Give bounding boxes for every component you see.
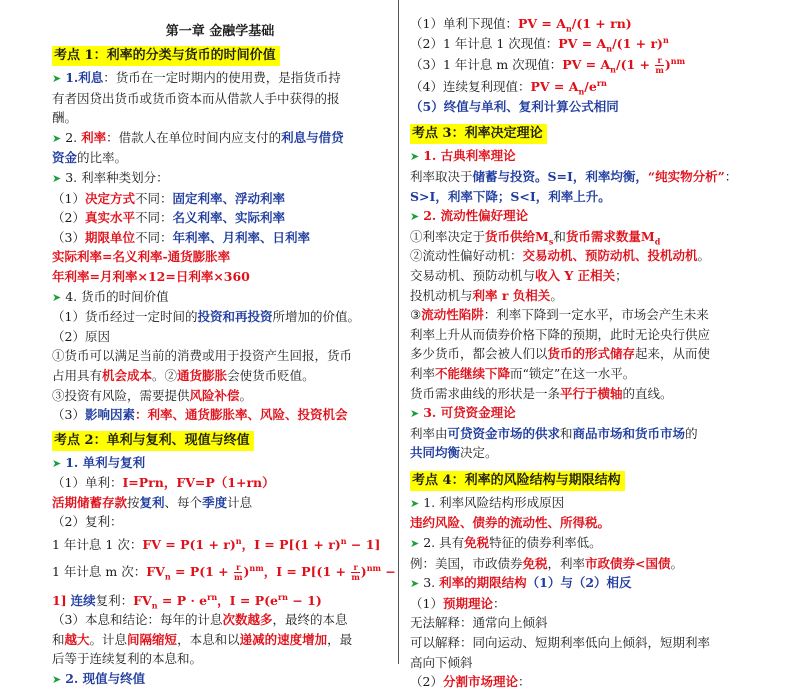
type-3: （3）期限单位不同：年利率、月利率、日利率 [52,229,310,245]
risk-structure-title: ➤ 1. 利率风险结构形成原因 [410,494,565,510]
expectation-1: 无法解释：通常向上倾斜 [410,615,548,631]
time-value-2: （2）原因 [52,328,110,344]
reason-1: ①货币可以满足当前的消费或用于投资产生回报，货币 [52,348,353,364]
time-value-1: （1）货币经过一定时间的投资和再投资所增加的价值。 [52,309,360,325]
pv-once: （2）1 年计息 1 次现值：PV = $A_n/(1 + r)^n$ [410,34,669,54]
tax-exempt: ➤ 2. 具有免税特征的债券利率低。 [410,535,602,551]
column-divider [398,0,399,664]
loanable-1: 利率由可贷资金市场的供求和商品市场和货币市场的 [410,425,698,441]
formula-real-rate: 实际利率=名义利率-通货膨胀率 [52,249,231,265]
segmented-market: （2）分割市场理论： [410,674,531,690]
key-point-3 [410,122,760,146]
formula-pv-continuous: PV = $A_n/e^{rn}$ [530,78,607,97]
pv-simple: （1）单利下现值：PV = $A_n/(1 + rn)$ [410,16,632,34]
influencing-factors: （3）影响因素：利率、通货膨胀率、风险、投资机会 [52,407,348,423]
continuous-compound: 1] 连续复利：$FV_n = P \cdot e^{rn}$，$I = P(e^{rn} - 1)$ [52,591,322,611]
formula-continuous: $FV_n = P \cdot e^{rn}$，$I = P(e^{rn} - 1)$ [133,591,322,611]
risk-structure-1: 违约风险、债券的流动性、所得税。 [410,515,611,531]
liquidity-7: 多少货币，都会被人们以货币的形式储存起来，从而使 [410,346,711,362]
type-1: （1）决定方式不同：固定利率、浮动利率 [52,190,285,206]
reason-2: 占用具有机会成本。②通货膨胀会使货币贬值。 [52,367,315,383]
interest-line-2: 有者因贷出货币或货币资本而从借款人手中获得的报 [52,90,340,106]
pv-note: （5）终值与单利、复利计算公式相同 [410,98,619,114]
loanable-title: ➤ 3. 可贷资金理论 [410,405,516,421]
liquidity-6: 利率上升从而债券价格下降的预期，此时无论央行供应 [410,326,711,342]
liquidity-3: 交易动机、预防动机与收入 Y 正相关； [410,267,628,283]
formula-annual-rate: 年利率=月利率×12=日利率×360 [52,268,250,284]
interest-line-3: 酬。 [52,110,78,126]
compound-m: 1 年计息 m 次：$FV_n = P(1$ + $\frac{r}{m}$ )$^{nm}$，I = P[(1 + $\frac{r}{m}$ )$^{nm}$ − [52,561,396,582]
pv-continuous: （4）连续复利现值：PV = $A_n/e^{rn}$ [410,78,607,97]
summary-2: 和越大。计息间隔缩短，本息和以递减的速度增加，最 [52,631,353,647]
key-point-3-heading: 考点 3：利率决定理论 [410,124,547,144]
arrow-icon: ➤ [52,72,62,85]
right-column [410,0,760,690]
tax-example: 例：美国，市政债券免税，利率市政债券<国债。 [410,555,684,571]
liquidity-4: 投机动机与利率 r 负相关。 [410,287,563,303]
reason-3: ③投资有风险，需要提供风险补偿。 [52,387,253,403]
formula-compound-once: FV = $P(1 + r)^n$，$I = P[(1 + r)^n - 1]$ [142,535,381,553]
arrow-icon: ➤ [52,673,62,687]
liquidity-8: 利率不能继续下降而“锁定”在这一水平。 [410,365,636,381]
simple-interest: （1）单利：I=Prn，FV=P（1+rn） [52,475,275,491]
interest-line: ➤ 1.利息：货币在一定时期内的使用费，是指货币持 [52,70,341,85]
compound-once: 1 年计息 1 次：FV = $P(1 + r)^n$，$I = P[(1 + r)^n - 1]$ [52,535,381,553]
rate-line-2: 资金的比率。 [52,150,128,166]
arrow-icon: ➤ [410,150,420,164]
term-structure-title: ➤ 3. 利率的期限结构（1）与（2）相反 [410,575,632,591]
expectation-theory: （1）预期理论： [410,595,506,611]
key-point-2 [52,429,388,453]
types-intro: ➤ 3. 利率种类划分： [52,169,169,185]
classical-1: 利率取决于储蓄与投资。S=I，利率均衡，“纯实物分析”： [410,168,738,184]
summary-1: （3）本息和结论：每年的计息次数越多，最终的本息 [52,612,348,628]
formula-compound-m: $FV_n = P(1$ + $\frac{r}{m}$ )$^{nm}$，I = P[(1 + $\frac{r}{m}$ )$^{nm}$ − [146,561,396,582]
interest-term: 利息 [78,70,104,85]
arrow-icon: ➤ [52,290,62,304]
key-point-4-heading: 考点 4：利率的风险结构与期限结构 [410,471,625,491]
arrow-icon: ➤ [52,456,62,470]
arrow-icon: ➤ [410,577,420,591]
liquidity-title: ➤ 2. 流动性偏好理论 [410,208,529,224]
key-point-2-heading: 考点 2：单利与复利、现值与终值 [52,431,254,451]
liquidity-1: ①利率决定于货币供给$M_s$和货币需求数量$M_d$ [410,228,661,247]
rate-line: ➤ 2. 利率：借款人在单位时间内应支付的利息与借贷 [52,129,344,145]
arrow-icon: ➤ [410,537,420,551]
arrow-icon: ➤ [410,407,420,421]
loanable-2: 共同均衡决定。 [410,445,498,461]
arrow-icon: ➤ [52,171,62,185]
formula-pv-simple: PV = $A_n/(1 + rn)$ [517,16,632,34]
compound-interest: （2）复利： [52,514,123,530]
arrow-icon: ➤ [410,210,420,224]
arrow-icon: ➤ [52,131,62,145]
type-2: （2）真实水平不同：名义利率、实际利率 [52,210,285,226]
pv-m: （3）1 年计息 m 次现值：PV = $A_n/(1$ + $\frac{r}{m}$ )$^{nm}$ [410,55,686,76]
expectation-3: 高向下倾斜 [410,654,473,670]
liquidity-2: ②流动性偏好动机：交易动机、预防动机、投机动机。 [410,248,711,264]
classical-2: S>I，利率下降；S<I，利率上升。 [410,188,611,204]
liquidity-5: ③流动性陷阱：利率下降到一定水平，市场会产生未来 [410,307,709,323]
key-point-1-heading: 考点 1：利率的分类与货币的时间价值 [52,46,280,66]
savings-note: 活期储蓄存款按复利、每个季度计息 [52,494,253,510]
simple-compound-intro: ➤ 1. 单利与复利 [52,454,146,470]
summary-3: 后等于连续复利的本息和。 [52,651,203,667]
classical-title: ➤ 1. 古典利率理论 [410,148,516,164]
key-point-4 [410,469,760,493]
liquidity-9: 货币需求曲线的形状是一条平行于横轴的直线。 [410,385,673,401]
expectation-2: 可以解释：同向运动、短期利率低向上倾斜，短期利率 [410,635,711,651]
arrow-icon: ➤ [410,496,420,510]
chapter-title: 第一章 金融学基础 [165,24,275,39]
formula-pv-m: PV = $A_n/(1$ + $\frac{r}{m}$ )$^{nm}$ [562,55,686,76]
left-column [52,0,396,687]
key-point-1 [52,44,388,68]
present-future-intro: ➤ 2. 现值与终值 [52,671,146,687]
formula-pv-once: PV = $A_n/(1 + r)^n$ [558,34,669,54]
time-value-intro: ➤ 4. 货币的时间价值 [52,288,169,304]
